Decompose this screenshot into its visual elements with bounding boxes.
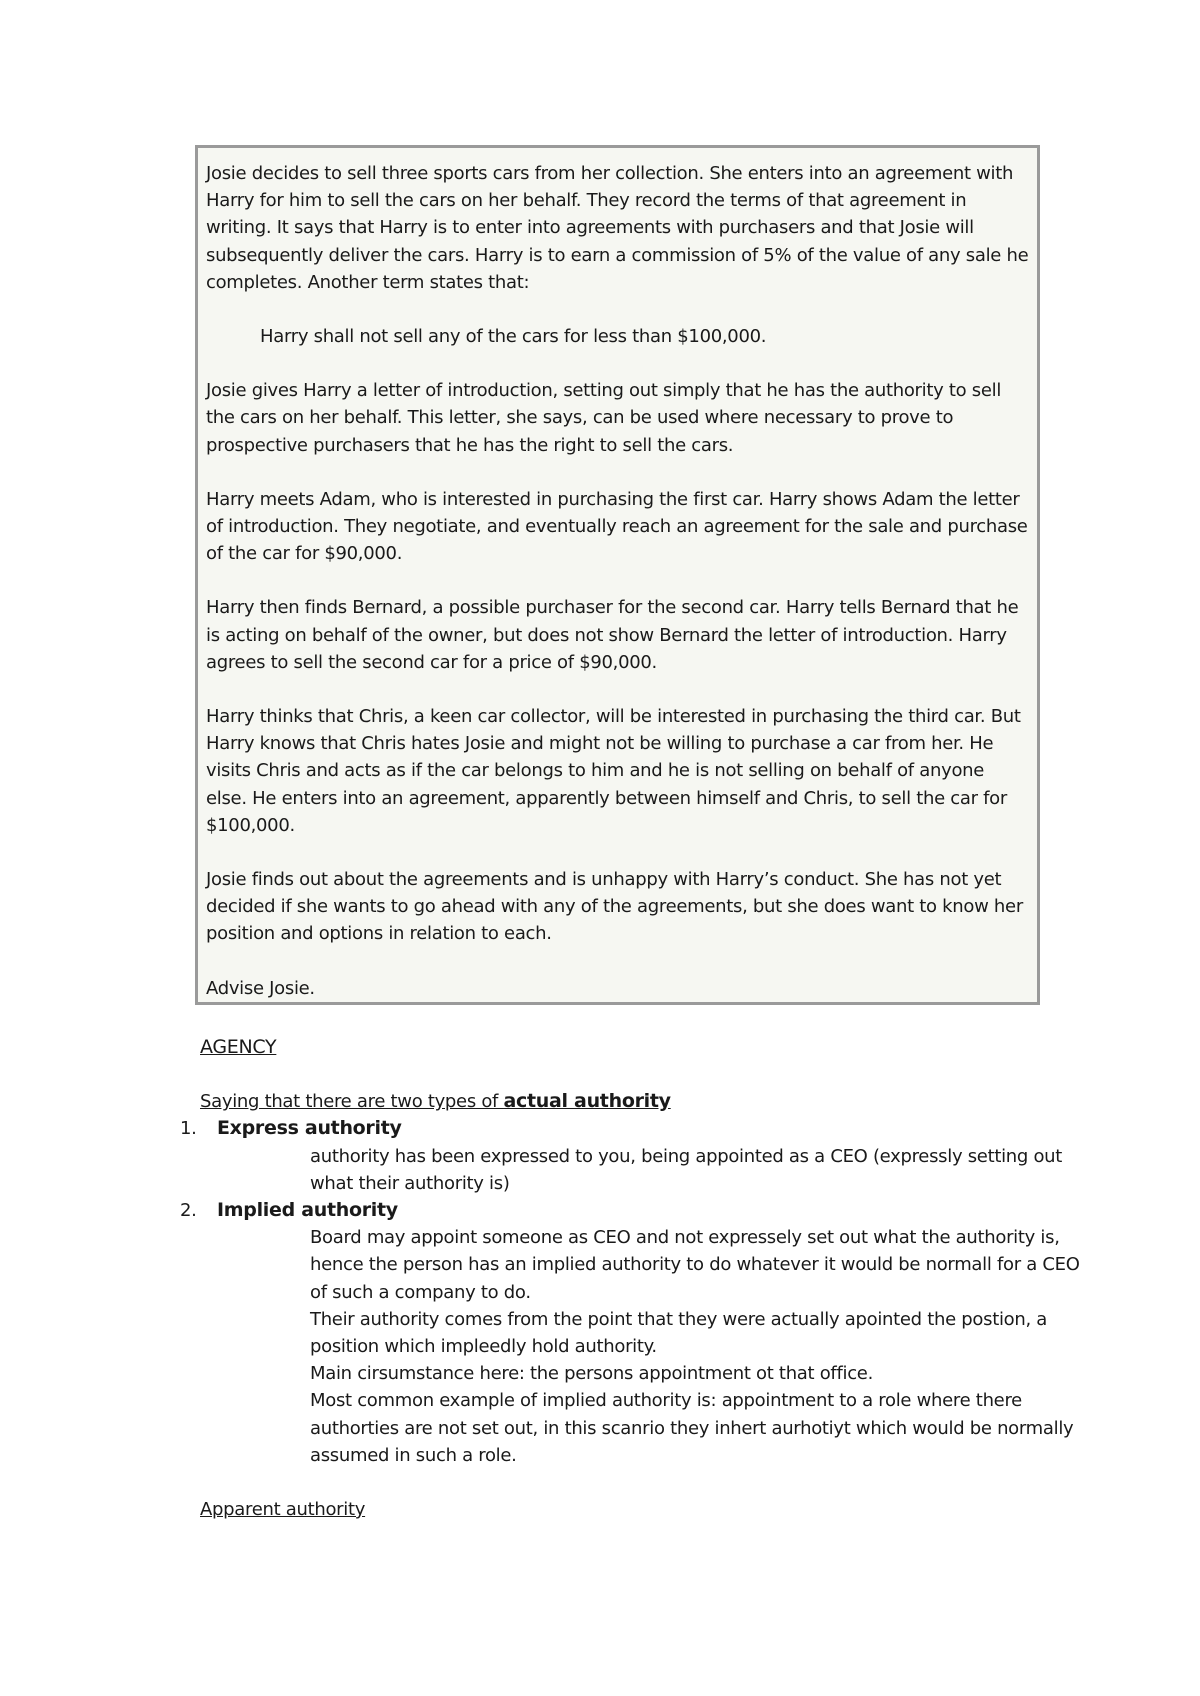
list-item-title: Implied authority bbox=[217, 1199, 398, 1222]
list-item-description bbox=[310, 1143, 1085, 1197]
list-item-title: Express authority bbox=[217, 1117, 402, 1140]
list-item-description bbox=[310, 1224, 1085, 1469]
subheading-text: Saying that there are two types of bbox=[200, 1091, 504, 1113]
scenario-paragraph: Harry thinks that Chris, a keen car collector, will be interested in purchasing the third car. But Harry knows that Chris hates Josie and might not be willing to purchase a car from her. He visits Chris and acts as if the car belongs to him and he is not selling on behalf of anyone else. He enters into an agreement, apparently between himself and Chris, to sell the car for $100,000. bbox=[206, 706, 1021, 836]
apparent-authority-heading: Apparent authority bbox=[200, 1499, 366, 1521]
description-line: Most common example of implied authority is: appointment to a role where there authorties are not set out, in this scanrio they inhert aurhotiyt which would be normally assumed in such a role. bbox=[310, 1390, 1074, 1466]
scenario-paragraph: Josie finds out about the agreements and is unhappy with Harry’s conduct. She has not yet decided if she wants to go ahead with any of the agreements, but she does want to know her position and options in relation to each. bbox=[206, 869, 1023, 945]
scenario-paragraph: Josie gives Harry a letter of introduction, setting out simply that he has the authority to sell the cars on her behalf. This letter, she says, can be used where necessary to prove to prospective purchasers that he has the right to sell the cars. bbox=[206, 380, 1002, 456]
list-item bbox=[175, 1197, 1080, 1469]
notes-section bbox=[175, 1034, 1080, 1523]
subheading bbox=[200, 1088, 1075, 1115]
list-number: 1. bbox=[180, 1118, 197, 1140]
scenario-paragraph: Harry then finds Bernard, a possible purchaser for the second car. Harry tells Bernard that he is acting on behalf of the owner, but does not show Bernard the letter of introduction. Harry agrees to sell the second car for a price of $90,000. bbox=[206, 597, 1019, 673]
list-item bbox=[175, 1115, 1075, 1197]
list-number: 2. bbox=[180, 1200, 197, 1222]
description-line: Their authority comes from the point that they were actually apointed the postion, a position which impleedly hold authority. bbox=[310, 1308, 1048, 1358]
scenario-paragraph: Josie decides to sell three sports cars from her collection. She enters into an agreement with Harry for him to sell the cars on her behalf. They record the terms of that agreement in writing. It says that Harry is to enter into agreements with purchasers and that Josie will subsequently deliver the cars. Harry is to earn a commission of 5% of the value of any sale he completes. Another term states that: bbox=[206, 163, 1029, 293]
subheading-strong: actual authority bbox=[503, 1090, 671, 1113]
description-line: authority has been expressed to you, being appointed as a CEO (expressly setting out what their authority is) bbox=[310, 1145, 1063, 1194]
section-heading: AGENCY bbox=[200, 1036, 277, 1058]
description-line: Main cirsumstance here: the persons appointment ot that office. bbox=[310, 1363, 873, 1385]
scenario-paragraph: Harry meets Adam, who is interested in purchasing the first car. Harry shows Adam the letter of introduction. They negotiate, and eventually reach an agreement for the sale and purchase of the car for $90,000. bbox=[206, 488, 1028, 565]
scenario-quoted-term: Harry shall not sell any of the cars for less than $100,000. bbox=[260, 326, 767, 348]
scenario-question: Advise Josie. bbox=[206, 977, 315, 999]
scenario-box bbox=[195, 145, 1040, 1005]
description-line: Board may appoint someone as CEO and not expressely set out what the authority is, hence the person has an implied authority to do whatever it would be normall for a CEO of such a company to do. bbox=[310, 1227, 1080, 1303]
